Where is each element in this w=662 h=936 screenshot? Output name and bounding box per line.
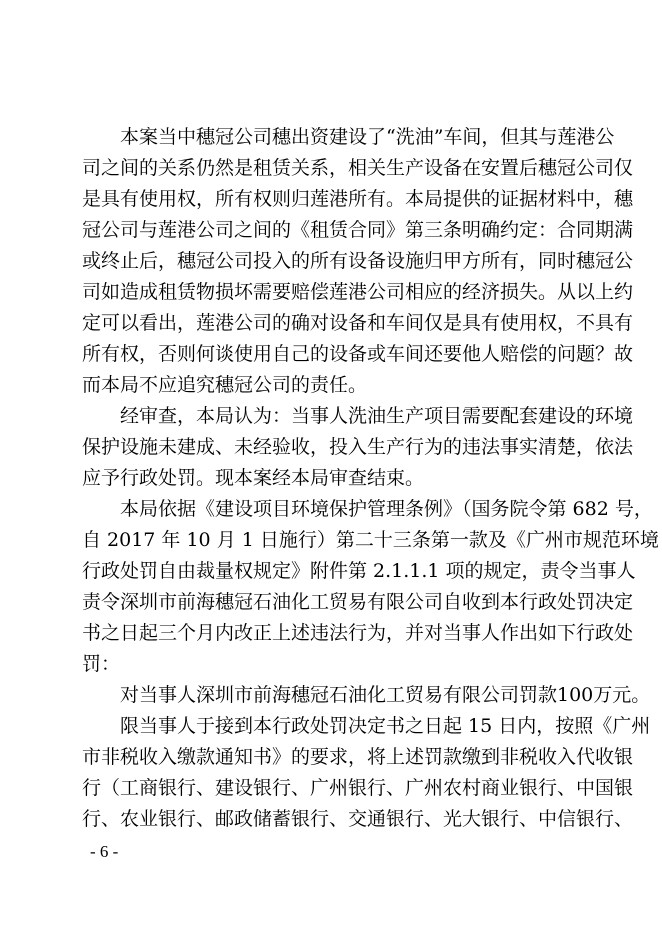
text-line: 罚： xyxy=(82,653,121,675)
text-line: 司之间的关系仍然是租赁关系，相关生产设备在安置后穗冠公司仅 xyxy=(82,157,634,179)
text-line: 责令深圳市前海穗冠石油化工贸易有限公司自收到本行政处罚决定 xyxy=(82,591,634,613)
text-line: 行、农业银行、邮政储蓄银行、交通银行、光大银行、中信银行、 xyxy=(82,808,634,830)
text-line: 冠公司与莲港公司之间的《租赁合同》第三条明确约定：合同期满 xyxy=(82,219,634,241)
paragraph-penalty xyxy=(82,680,651,711)
text-line: 本案当中穗冠公司穗出资建设了“洗油”车间，但其与莲港公 xyxy=(120,126,615,148)
text-line: 保护设施未建成、未经验收，投入生产行为的违法事实清楚，依法 xyxy=(82,436,634,458)
text-line: 行（工商银行、建设银行、广州银行、广州农村商业银行、中国银 xyxy=(82,777,634,799)
paragraph-tenancy-argument xyxy=(82,122,634,401)
page-number: - 6 - xyxy=(90,842,119,861)
text-line: 书之日起三个月内改正上述违法行为，并对当事人作出如下行政处 xyxy=(82,622,634,644)
text-line: 或终止后，穗冠公司投入的所有设备设施归甲方所有，同时穗冠公 xyxy=(82,250,634,272)
text-line: 行政处罚自由裁量权规定》附件第 2.1.1.1 项的规定，责令当事人 xyxy=(82,560,636,582)
text-line: 本局依据《建设项目环境保护管理条例》（国务院令第 682 号， xyxy=(120,498,653,520)
paragraph-review-finding xyxy=(82,401,634,494)
text-line: 而本局不应追究穗冠公司的责任。 xyxy=(82,374,368,396)
text-line: 所有权，否则何谈使用自己的设备或车间还要他人赔偿的问题？故 xyxy=(82,343,634,365)
text-line: 市非税收入缴款通知书》的要求，将上述罚款缴到非税收入代收银 xyxy=(82,746,634,768)
text-line: 应予行政处罚。现本案经本局审查结束。 xyxy=(82,467,425,489)
text-line: 经审查，本局认为：当事人洗油生产项目需要配套建设的环境 xyxy=(120,405,634,427)
paragraph-legal-basis xyxy=(82,494,659,680)
text-line: 自 2017 年 10 月 1 日施行）第二十三条第一款及《广州市规范环境 xyxy=(82,529,659,551)
text-line: 对当事人深圳市前海穗冠石油化工贸易有限公司罚款100万元。 xyxy=(120,684,651,706)
paragraph-payment-instructions xyxy=(82,711,651,835)
text-line: 定可以看出，莲港公司的确对设备和车间仅是具有使用权，不具有 xyxy=(82,312,634,334)
document-body xyxy=(82,122,659,835)
text-line: 限当事人于接到本行政处罚决定书之日起 15 日内，按照《广州 xyxy=(120,715,651,737)
text-line: 是具有使用权，所有权则归莲港所有。本局提供的证据材料中，穗 xyxy=(82,188,634,210)
text-line: 司如造成租赁物损坏需要赔偿莲港公司相应的经济损失。从以上约 xyxy=(82,281,634,303)
